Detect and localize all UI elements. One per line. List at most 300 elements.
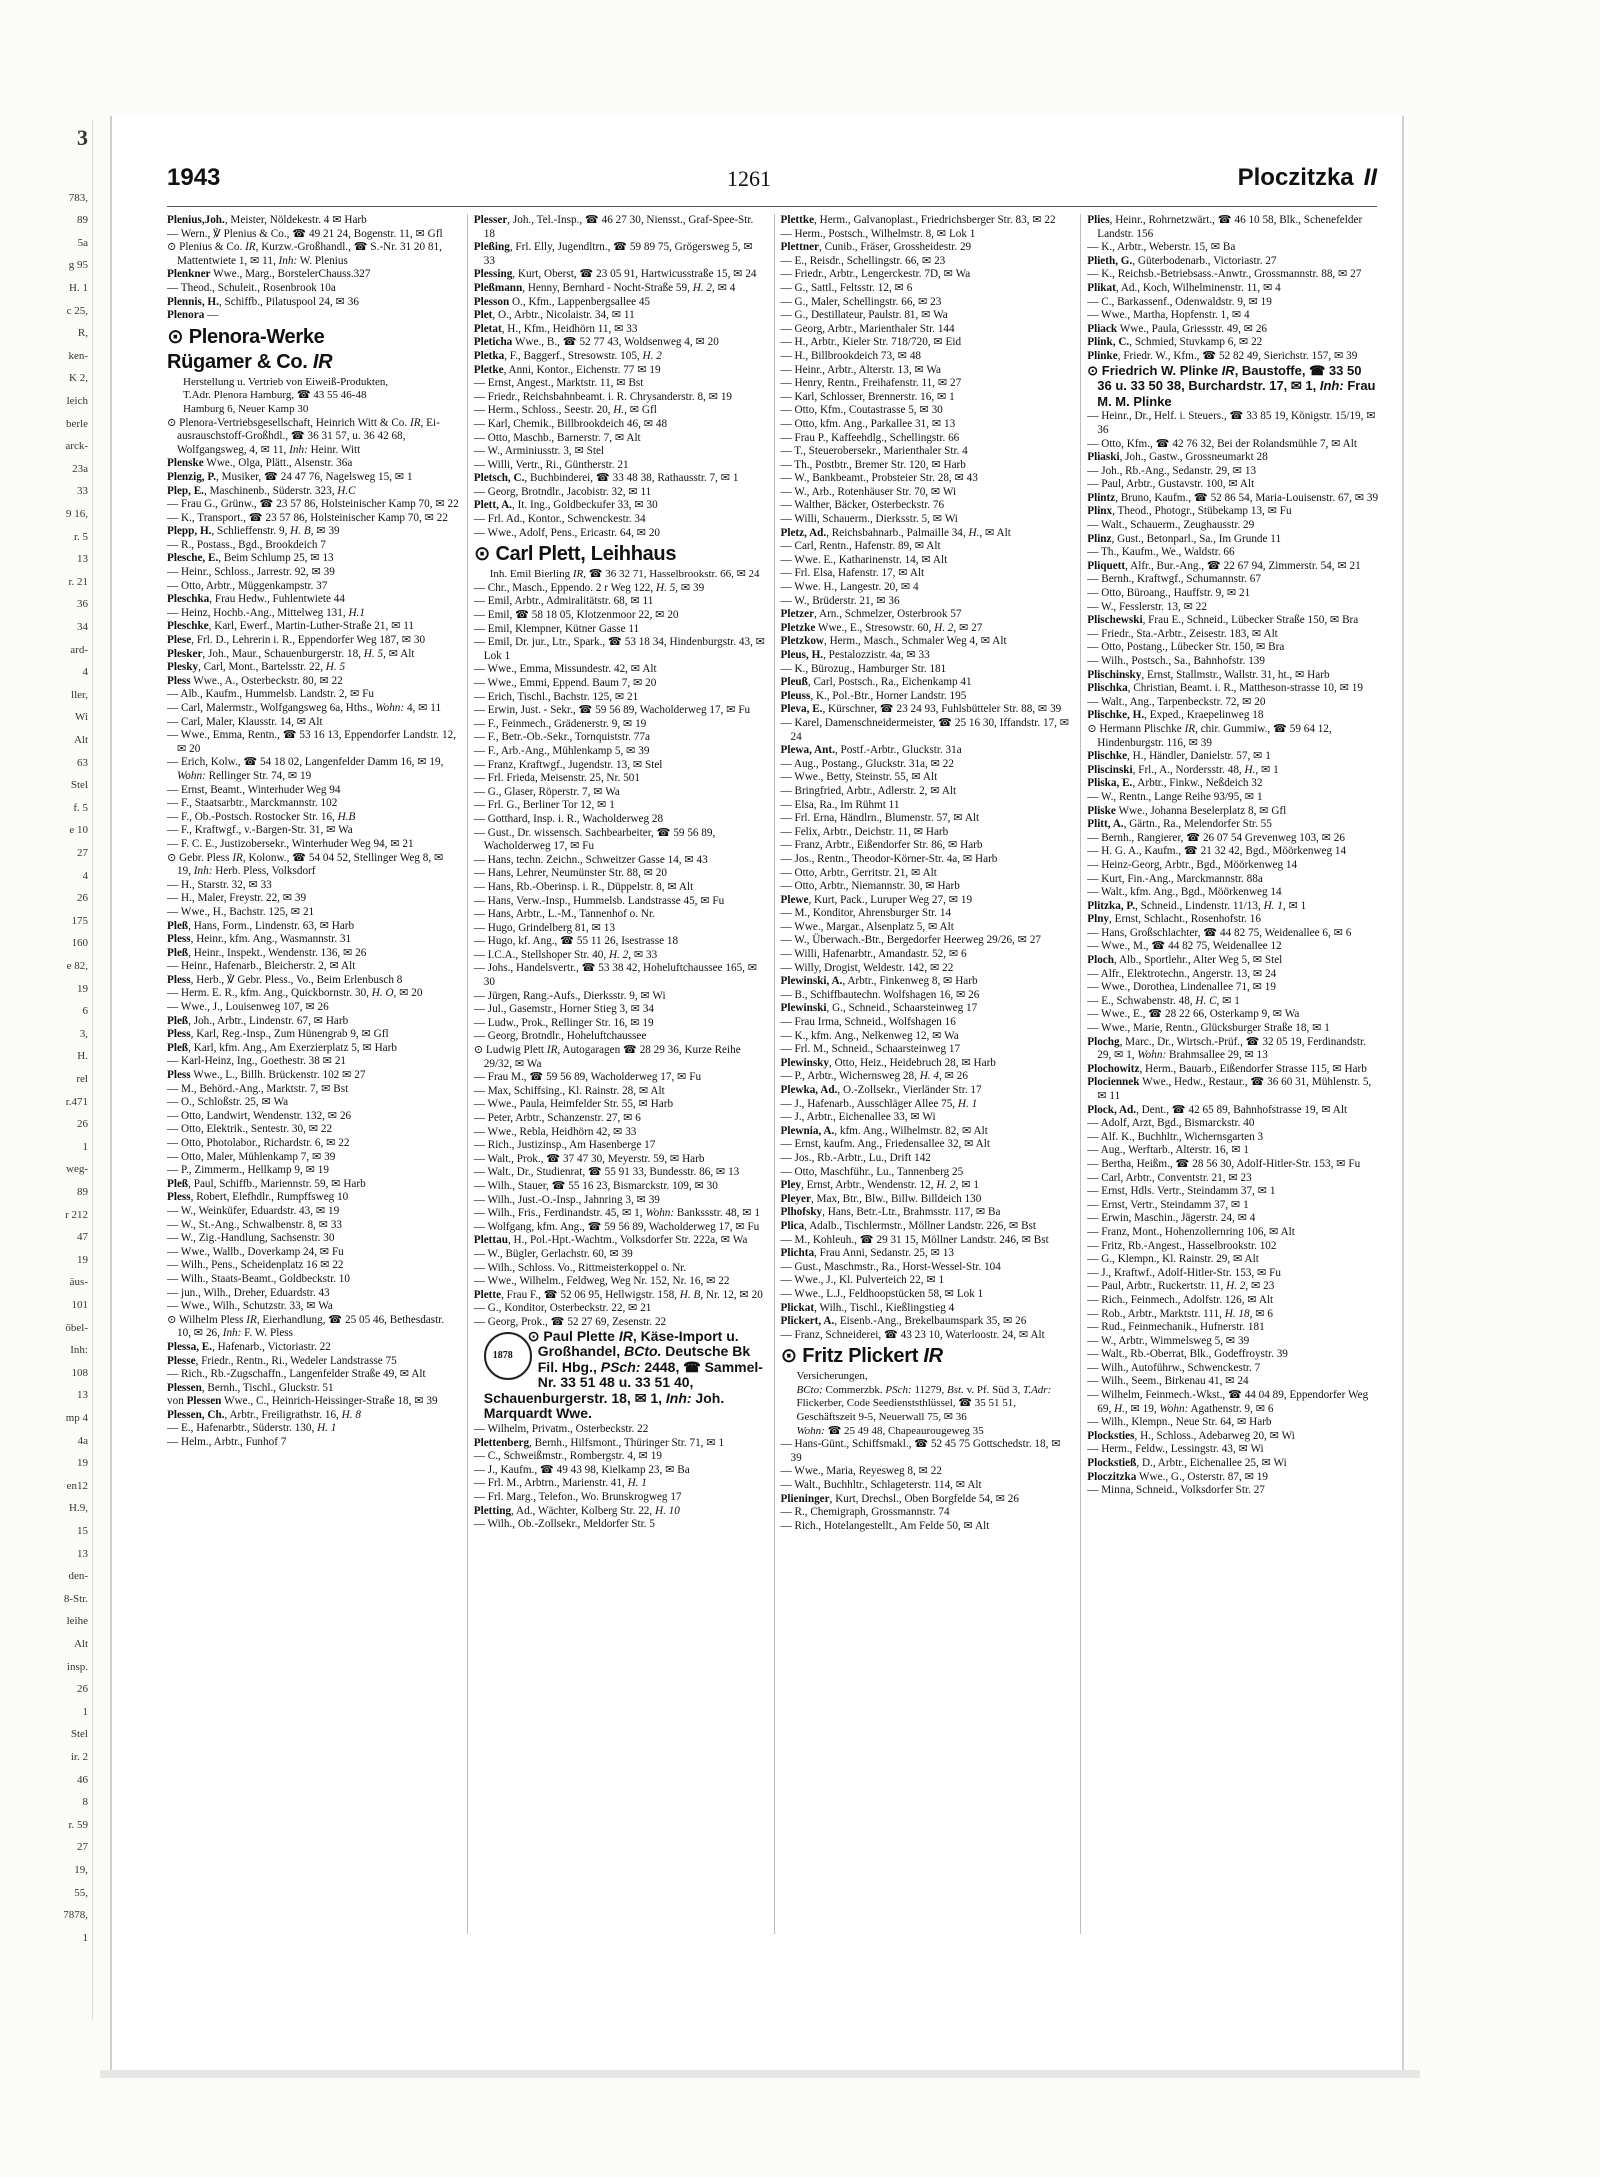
left-margin-fragment: 5a bbox=[77, 236, 88, 249]
directory-entry: — R., Chemigraph, Grossmannstr. 74 bbox=[780, 1506, 950, 1519]
left-margin-fragment: 3, bbox=[79, 1027, 88, 1040]
directory-entry: — Erwin, Maschin., Jägerstr. 24, ✉ 4 bbox=[1087, 1212, 1256, 1225]
directory-entry: — Rob., Arbtr., Marktstr. 111, H. 18, ✉ 6 bbox=[1087, 1307, 1273, 1320]
directory-entry: — Georg, Prok., ☎ 52 27 69, Zesenstr. 22 bbox=[473, 1315, 667, 1328]
directory-entry: Pless Wwe., L., Billh. Brückenstr. 102 ✉ 27 bbox=[167, 1069, 366, 1082]
left-margin-fragment: 1 bbox=[82, 1705, 88, 1718]
directory-entry: Plintz, Bruno, Kaufm., ☎ 52 86 54, Maria-Louisenstr. 67, ✉ 39 bbox=[1087, 491, 1379, 504]
directory-entry: — O., Schloßstr. 25, ✉ Wa bbox=[167, 1096, 289, 1109]
directory-entry: — Wwe., Rebla, Heidhörn 42, ✉ 33 bbox=[473, 1125, 637, 1138]
directory-entry: — R., Postass., Bgd., Brookdeich 7 bbox=[167, 538, 326, 551]
directory-entry: — Otto, Postang., Lübecker Str. 150, ✉ Bra bbox=[1087, 641, 1285, 654]
directory-entry: — Hugo, Grindelberg 81, ✉ 13 bbox=[473, 921, 615, 934]
advertisement-entry: ⊙ Friedrich W. Plinke IR, Baustoffe, ☎ 33 50 36 u. 33 50 38, Burchardstr. 17, ✉ 1, Inh: Frau M. M. Plinke bbox=[1087, 362, 1376, 409]
directory-entry: — H., Maler, Freystr. 22, ✉ 39 bbox=[167, 892, 307, 905]
directory-entry: Ploczitzka Wwe., G., Osterstr. 87, ✉ 19 bbox=[1087, 1470, 1268, 1483]
directory-page bbox=[110, 116, 1404, 2076]
directory-entry: Plettner, Cunib., Fräser, Grossheidestr. 29 bbox=[780, 241, 972, 254]
left-margin-fragment: Alt bbox=[73, 734, 88, 746]
directory-entry: Plewa, Ant., Postf.-Arbtr., Gluckstr. 31a bbox=[780, 744, 962, 757]
directory-entry: — Bernh., Rangierer, ☎ 26 07 54 Grevenweg 103, ✉ 26 bbox=[1087, 831, 1345, 844]
left-margin-fragment: 46 bbox=[77, 1773, 88, 1786]
left-margin-fragment: r 212 bbox=[65, 1208, 88, 1221]
left-margin-fragment: rel bbox=[76, 1073, 88, 1085]
left-margin-fragment: 47 bbox=[77, 1231, 88, 1244]
directory-entry: — Paul, Arbtr., Gustavstr. 100, ✉ Alt bbox=[1087, 478, 1255, 491]
directory-entry: Plewinsky, Otto, Heiz., Heidebruch 28, ✉ Harb bbox=[780, 1056, 996, 1069]
directory-entry: Pleß, Karl, kfm. Ang., Am Exerzierplatz 5, ✉ Harb bbox=[167, 1041, 397, 1054]
directory-entry: Plettke, Herm., Galvanoplast., Friedrichsberger Str. 83, ✉ 22 bbox=[780, 214, 1056, 226]
directory-entry: — Wwe., Betty, Steinstr. 55, ✉ Alt bbox=[780, 771, 938, 784]
directory-entry: — P., Zimmerm., Hellkamp 9, ✉ 19 bbox=[167, 1164, 329, 1177]
directory-entry: — Hans, Großschlachter, ☎ 44 82 75, Weidenallee 6, ✉ 6 bbox=[1087, 926, 1352, 939]
directory-entry: — F., Betr.-Ob.-Sekr., Tornquiststr. 77a bbox=[473, 731, 650, 744]
directory-entry: — Bertha, Heißm., ☎ 28 56 30, Adolf-Hitler-Str. 153, ✉ Fu bbox=[1087, 1157, 1361, 1170]
left-margin-fragment: Wi bbox=[75, 711, 88, 724]
directory-entry: Plewinski, A., Arbtr., Finkenweg 8, ✉ Harb bbox=[780, 975, 978, 988]
directory-entry: Pleß, Heinr., Inspekt., Wendenstr. 136, ✉ 26 bbox=[167, 946, 367, 959]
directory-entry: Plickert, A., Eisenb.-Ang., Brekelbaumspark 35, ✉ 26 bbox=[780, 1315, 1027, 1328]
directory-entry: Pley, Ernst, Arbtr., Wendenstr. 12, H. 2, ✉ 1 bbox=[780, 1179, 979, 1192]
directory-entry: Plochowitz, Herm., Bauarb., Eißendorfer Strasse 115, ✉ Harb bbox=[1087, 1062, 1367, 1075]
left-margin-fragment: 55, bbox=[74, 1886, 88, 1899]
directory-entry: — Henry, Rentn., Freihafenstr. 11, ✉ 27 bbox=[780, 377, 962, 390]
directory-entry: — Ernst, Vertr., Steindamm 37, ✉ 1 bbox=[1087, 1198, 1249, 1211]
directory-entry: Plocksties, H., Schloss., Adebarweg 20, ✉ Wi bbox=[1087, 1429, 1295, 1442]
directory-entry: — Emil, Dr. jur., Ltr., Spark., ☎ 53 18 34, Hindenburgstr. 43, ✉ Lok 1 bbox=[473, 636, 766, 662]
left-margin-fragment: Stel bbox=[70, 1728, 88, 1741]
directory-entry: Plessing, Kurt, Oberst, ☎ 23 05 91, Hartwicusstraße 15, ✉ 24 bbox=[473, 268, 757, 281]
directory-entry: — G., Sattl., Feltsstr. 12, ✉ 6 bbox=[780, 281, 913, 294]
directory-entry: — Alf. K., Buchhltr., Wichernsgarten 3 bbox=[1087, 1130, 1264, 1143]
left-margin-fragment: 13 bbox=[77, 553, 88, 566]
directory-entry: — H., Billbrookdeich 73, ✉ 48 bbox=[780, 349, 922, 362]
directory-entry: — Emil, Klempner, Kütner Gasse 11 bbox=[473, 622, 640, 635]
directory-entry: — Wwe., Margar., Alsenplatz 5, ✉ Alt bbox=[780, 920, 954, 933]
directory-entry: — Hans, Arbtr., L.-M., Tannenhof o. Nr. bbox=[473, 908, 655, 921]
directory-entry: — W., Überwach.-Btr., Bergedorfer Heerweg 29/26, ✉ 27 bbox=[780, 934, 1042, 947]
left-margin-fragment: r.471 bbox=[65, 1095, 88, 1108]
advertisement-heading: ⊙ Carl Plett, Leihhaus bbox=[473, 543, 677, 566]
directory-entry: Plesker, Joh., Maur., Schauenburgerstr. 18, H. 5, ✉ Alt bbox=[167, 647, 415, 660]
left-margin-fragment: 160 bbox=[71, 937, 88, 950]
left-margin-fragment: 7878, bbox=[63, 1909, 88, 1922]
directory-entry: — Felix, Arbtr., Deichstr. 11, ✉ Harb bbox=[780, 825, 949, 838]
directory-entry: — Willi, Schauerm., Dierksstr. 5, ✉ Wi bbox=[780, 513, 958, 526]
advertisement-line: Versicherungen, bbox=[796, 1370, 868, 1383]
left-margin-fragment: leihe bbox=[66, 1615, 88, 1628]
left-margin-fragment: 27 bbox=[77, 847, 88, 859]
directory-entry: Pleschka, Frau Hedw., Fuhlentwiete 44 bbox=[167, 593, 345, 606]
directory-entry: — Otto, Arbtr., Gerritstr. 21, ✉ Alt bbox=[780, 866, 937, 879]
directory-entry: Plischewski, Frau E., Schneid., Lübecker Straße 150, ✉ Bra bbox=[1087, 614, 1359, 627]
directory-entry: — Karl-Heinz, Ing., Goethestr. 38 ✉ 21 bbox=[167, 1055, 347, 1068]
directory-entry: — Franz, Schneiderei, ☎ 43 23 10, Waterloostr. 24, ✉ Alt bbox=[780, 1328, 1045, 1341]
directory-entry: Plewe, Kurt, Pack., Luruper Weg 27, ✉ 19 bbox=[780, 893, 973, 906]
directory-entry: — Frl. Ad., Kontor., Schwenckestr. 34 bbox=[473, 513, 646, 526]
directory-entry: Pletzke Wwe., E., Stresowstr. 60, H. 2, ✉ 27 bbox=[780, 621, 983, 634]
directory-entry: — Karl, Schlosser, Brennerstr. 16, ✉ 1 bbox=[780, 390, 955, 403]
directory-entry: — Wilh., Fris., Ferdinandstr. 45, ✉ 1, Wohn: Bankssstr. 48, ✉ 1 bbox=[473, 1207, 760, 1220]
column-4 bbox=[1080, 214, 1379, 1934]
directory-entry: — Wwe., H., Bachstr. 125, ✉ 21 bbox=[167, 905, 315, 918]
advertisement-line: Herstellung u. Vertrieb von Eiweiß-Produkten, bbox=[183, 375, 389, 388]
directory-entry: — Wwe., Emmi, Eppend. Baum 7, ✉ 20 bbox=[473, 677, 657, 689]
directory-entry: Pleßmann, Henny, Bernhard - Nocht-Straße 59, H. 2, ✉ 4 bbox=[473, 281, 736, 294]
directory-entry: — Adolf, Arzt, Bgd., Bismarckstr. 40 bbox=[1087, 1117, 1255, 1130]
left-margin-fragment: f. 5 bbox=[73, 801, 88, 814]
directory-entry: Plett, A., It. Ing., Goldbeckufer 33, ✉ 30 bbox=[473, 499, 658, 512]
directory-entry: Plenske Wwe., Olga, Plätt., Alsenstr. 36a bbox=[167, 457, 353, 470]
directory-entry: ⊙ Gebr. Pless IR, Kolonw., ☎ 54 04 52, Stellinger Weg 8, ✉ 19, Inh: Herb. Pless, Volksdorf bbox=[167, 851, 444, 878]
left-margin-fragment: 23a bbox=[72, 462, 88, 475]
left-margin-fragment: 4 bbox=[82, 869, 88, 882]
directory-entry: — Otto, Kfm., Coutastrasse 5, ✉ 30 bbox=[780, 404, 943, 417]
directory-entry: — Frl. Erna, Händlrn., Blumenstr. 57, ✉ Alt bbox=[780, 812, 980, 825]
directory-entry: — Otto, Elektrik., Sentestr. 30, ✉ 22 bbox=[167, 1123, 333, 1136]
directory-entry: — Rich., Justizinsp., Am Hasenberge 17 bbox=[473, 1139, 656, 1152]
directory-entry: — Wwe., Wallb., Doverkamp 24, ✉ Fu bbox=[167, 1245, 344, 1258]
directory-entry: — Frl. G., Berliner Tor 12, ✉ 1 bbox=[473, 799, 615, 812]
left-margin-fragment: 8-Str. bbox=[63, 1592, 88, 1605]
directory-entry: — F., Staatsarbtr., Marckmannstr. 102 bbox=[167, 797, 338, 810]
left-margin-fragment: 1 bbox=[82, 1140, 88, 1153]
directory-entry: — Alfr., Elektrotechn., Angerstr. 13, ✉ 24 bbox=[1087, 967, 1277, 980]
directory-entry: ⊙ Ludwig Plett IR, Autogaragen ☎ 28 29 36, Kurze Reihe 29/32, ✉ Wa bbox=[473, 1044, 741, 1070]
directory-entry: — W., Arbtr., Wimmelsweg 5, ✉ 39 bbox=[1087, 1334, 1250, 1347]
directory-entry: Plockstieß, D., Arbtr., Eichenallee 25, ✉ Wi bbox=[1087, 1457, 1287, 1470]
directory-entry: Plep, E., Maschinenb., Süderstr. 323, H.C bbox=[167, 484, 356, 497]
directory-entry: Pletzkow, Herm., Masch., Schmaler Weg 4, ✉ Alt bbox=[780, 635, 1007, 648]
left-margin-fragment: ken- bbox=[68, 349, 88, 362]
directory-entry: — Franz, Kraftwgf., Jugendstr. 13, ✉ Stel bbox=[473, 758, 663, 771]
directory-entry: — Gotthard, Insp. i. R., Wacholderweg 28 bbox=[473, 812, 664, 825]
directory-entry: Pletat, H., Kfm., Heidhörn 11, ✉ 33 bbox=[473, 322, 638, 335]
directory-entry: — Wwe. E., Katharinenstr. 14, ✉ Alt bbox=[780, 553, 948, 566]
directory-entry: — Paul, Arbtr., Ruckertstr. 11, H. 2, ✉ 23 bbox=[1087, 1280, 1275, 1293]
directory-entry: — P., Arbtr., Wichernsweg 28, H. 4, ✉ 26 bbox=[780, 1070, 968, 1083]
directory-entry: — Erich, Tischl., Bachstr. 125, ✉ 21 bbox=[473, 690, 639, 703]
directory-entry: — J., Kraftwf., Adolf-Hitler-Str. 153, ✉ Fu bbox=[1087, 1266, 1281, 1279]
directory-entry: — Heinr., Schloss., Jarrestr. 92, ✉ 39 bbox=[167, 566, 335, 579]
directory-entry: — Wwe., Martha, Hopfenstr. 1, ✉ 4 bbox=[1087, 309, 1250, 322]
directory-entry: Plichta, Frau Anni, Sedanstr. 25, ✉ 13 bbox=[780, 1247, 954, 1260]
directory-entry: — Georg, Brotndlr., Jacobistr. 32, ✉ 11 bbox=[473, 485, 652, 498]
directory-entry: — Herm. E. R., kfm. Ang., Quickbornstr. 30, H. O, ✉ 20 bbox=[167, 987, 423, 1000]
left-margin-fragment: ir. 2 bbox=[70, 1751, 88, 1763]
directory-entry: Plink, C., Schmied, Stuvkamp 6, ✉ 22 bbox=[1087, 336, 1263, 349]
directory-entry: Plewnia, A., kfm. Ang., Wilhelmstr. 82, ✉ Alt bbox=[780, 1124, 988, 1137]
directory-entry: — C., Barkassenf., Odenwaldstr. 9, ✉ 19 bbox=[1087, 295, 1272, 308]
directory-entry: — Bringfried, Arbtr., Adlerstr. 2, ✉ Alt bbox=[780, 784, 957, 797]
directory-entry: Pless, Heinr., kfm. Ang., Wasmannstr. 31 bbox=[167, 933, 352, 946]
directory-entry: — Wwe., Adolf, Pens., Ericastr. 64, ✉ 20 bbox=[473, 526, 661, 539]
left-margin-fragment: 1 bbox=[82, 1931, 88, 1944]
left-margin-fragment: leich bbox=[66, 395, 88, 407]
directory-entry: — G., Klempn., Kl. Rainstr. 29, ✉ Alt bbox=[1087, 1253, 1259, 1266]
left-margin-fragment: 13 bbox=[77, 1389, 88, 1402]
left-margin-fragment: g 95 bbox=[68, 259, 88, 272]
directory-entry: — Ludw., Prok., Rellinger Str. 16, ✉ 19 bbox=[473, 1016, 654, 1029]
advertisement-line: Wohn: ☎ 25 49 48, Chapeaurougeweg 35 bbox=[796, 1424, 984, 1437]
left-margin-fragment: K 2, bbox=[69, 372, 88, 385]
directory-entry: Plewka, Ad., O.-Zollsekr., Vierländer Str. 17 bbox=[780, 1084, 982, 1096]
directory-entry: — Friedr., Reichsbahnbeamt. i. R. Chrysanderstr. 8, ✉ 19 bbox=[473, 390, 733, 403]
directory-entry: — Frl. Marg., Telefon., Wo. Brunskrogweg 17 bbox=[473, 1491, 682, 1504]
directory-entry: — Herm., Feldw., Lessingstr. 43, ✉ Wi bbox=[1087, 1443, 1264, 1456]
advertisement-line: Inh. Emil Bierling IR, ☎ 36 32 71, Hasselbrookstr. 66, ✉ 24 bbox=[489, 568, 760, 581]
directory-entry: — W., Rentn., Lange Reihe 93/95, ✉ 1 bbox=[1087, 790, 1263, 803]
directory-entry: — Rich., Rb.-Zugschaffn., Langenfelder Straße 49, ✉ Alt bbox=[167, 1368, 426, 1381]
directory-entry: Plet, O., Arbtr., Nicolaistr. 34, ✉ 11 bbox=[473, 309, 635, 322]
left-margin-fragment: 101 bbox=[71, 1299, 88, 1311]
directory-entry: — Otto, Photolabor., Richardstr. 6, ✉ 22 bbox=[167, 1137, 350, 1149]
left-margin-fragment: 26 bbox=[77, 1118, 88, 1131]
founding-year-seal-icon: 1878 bbox=[484, 1332, 532, 1380]
left-margin-fragment: 34 bbox=[77, 621, 88, 633]
directory-entry: — Hans, Rb.-Oberinsp. i. R., Düppelstr. 8, ✉ Alt bbox=[473, 880, 694, 893]
running-head-roman: II bbox=[1363, 164, 1377, 191]
directory-entry: Plese, Frl. D., Lehrerin i. R., Eppendorfer Weg 187, ✉ 30 bbox=[167, 634, 426, 647]
directory-entry: — Carl, Maler, Klausstr. 14, ✉ Alt bbox=[167, 715, 323, 728]
directory-entry: Pletka, F., Baggerf., Stresowstr. 105, H. 2 bbox=[473, 349, 662, 362]
directory-entry: — Ernst, Angest., Marktstr. 11, ✉ Bst bbox=[473, 377, 644, 390]
directory-entry: Plesky, Carl, Mont., Bartelsstr. 22, H. 5 bbox=[167, 661, 346, 674]
directory-entry: Pless, Karl, Reg.-Insp., Zum Hünengrab 9, ✉ Gfl bbox=[167, 1028, 389, 1041]
left-margin-fragment: 63 bbox=[77, 756, 88, 769]
directory-entry: — Carl, Rentn., Hafenstr. 89, ✉ Alt bbox=[780, 540, 941, 553]
advertisement-entry: 1878 ⊙ Paul Plette IR, Käse-Import u. Großhandel, BCto. Deutsche Bk Fil. Hbg., PSch: 2448, ☎ Sammel-Nr. 33 51 48 u. 33 51 40, Schauenburgerstr. 18, ✉ 1, Inh: Joh. Marquardt Wwe. bbox=[483, 1327, 763, 1422]
directory-entry: Plewinski, G., Schneid., Schaarsteinweg 17 bbox=[780, 1002, 978, 1015]
left-margin-fragment: den- bbox=[68, 1570, 88, 1583]
directory-entry: — E., Reisdr., Schellingstr. 66, ✉ 23 bbox=[780, 254, 946, 267]
directory-entry: — W., Zig.-Handlung, Sachsenstr. 30 bbox=[167, 1232, 335, 1245]
directory-entry: — W., Bügler, Gerlachstr. 60, ✉ 39 bbox=[473, 1247, 633, 1260]
directory-entry: Plochg, Marc., Dr., Wirtsch.-Prüf., ☎ 32 05 19, Ferdinandstr. 29, ✉ 1, Wohn: Brahmsallee 29, ✉ 13 bbox=[1087, 1035, 1366, 1062]
directory-entry: — Alb., Kaufm., Hummelsb. Landstr. 2, ✉ Fu bbox=[167, 688, 375, 701]
directory-entry: — Wern., ℣ Plenius & Co., ☎ 49 21 24, Bogenstr. 11, ✉ Gfl bbox=[167, 227, 443, 240]
directory-entry: — Otto, Arbtr., Niemannstr. 30, ✉ Harb bbox=[780, 880, 960, 893]
left-margin-fragment: insp. bbox=[66, 1660, 88, 1673]
directory-entry: — Ernst, Hdls. Vertr., Steindamm 37, ✉ 1 bbox=[1087, 1185, 1276, 1198]
directory-entry: — Hugo, kf. Ang., ☎ 55 11 26, Isestrasse 18 bbox=[473, 935, 679, 948]
directory-entry: — H. G. A., Kaufm., ☎ 21 32 42, Bgd., Möörkenweg 14 bbox=[1087, 845, 1347, 858]
directory-entry: — B., Schiffbautechn. Wolfshagen 16, ✉ 26 bbox=[780, 988, 980, 1001]
directory-entry: Plischinsky, Ernst, Stallmstr., Wallstr. 31, ht., ✉ Harb bbox=[1087, 668, 1330, 681]
advertisement-line: BCto: Commerzbk. PSch: 11279, Bst. v. Pf. Süd 3, T.Adr: Flickerber, Code Seedienststhlüssel, ☎ 35 51 51, Geschäftszeit 9-5, Neuerwall 75, ✉ 36 bbox=[796, 1383, 1052, 1424]
left-margin-fragment: en12 bbox=[66, 1479, 88, 1492]
directory-entry: — Walt., kfm. Ang., Bgd., Möörkenweg 14 bbox=[1087, 886, 1282, 899]
left-margin-fragment: ller, bbox=[71, 688, 88, 701]
directory-entry: — Wwe., Marie, Rentn., Glücksburger Straße 18, ✉ 1 bbox=[1087, 1022, 1330, 1035]
left-margin-fragment: 783, bbox=[68, 191, 88, 204]
directory-entry: — Franz, Arbtr., Eißendorfer Str. 86, ✉ Harb bbox=[780, 839, 983, 852]
directory-entry: — Rich., Feinmech., Adolfstr. 126, ✉ Alt bbox=[1087, 1293, 1274, 1306]
left-margin-fragment: c 25, bbox=[66, 304, 88, 317]
directory-entry: — Walt., Buchhltr., Schlageterstr. 114, ✉ Alt bbox=[780, 1479, 982, 1492]
directory-entry: ⊙ Plenora-Vertriebsgesellschaft, Heinrich Witt & Co. IR, Ei-ausrauschstoff-Großhdl., ☎ 36 31 57, u. 36 42 68, Wolfgangsweg, 4, ✉ 11, Inh: Heinr. Witt bbox=[167, 416, 440, 456]
directory-entry: — M., Konditor, Ahrensburger Str. 14 bbox=[780, 907, 952, 920]
directory-entry: — M., Behörd.-Ang., Marktstr. 7, ✉ Bst bbox=[167, 1082, 349, 1095]
directory-entry: Pliquett, Alfr., Bur.-Ang., ☎ 22 67 94, Zimmerstr. 54, ✉ 21 bbox=[1087, 559, 1361, 572]
directory-entry: — F. C. E., Justizobersekr., Winterhuder Weg 94, ✉ 21 bbox=[167, 837, 414, 850]
directory-entry: — Herm., Schloss., Seestr. 20, H., ✉ Gfl bbox=[473, 404, 657, 417]
directory-entry: Plennis, H., Schiffb., Pilatuspool 24, ✉ 36 bbox=[167, 295, 359, 308]
left-margin-fragment: 26 bbox=[77, 892, 88, 905]
directory-entry: Plenora — bbox=[167, 309, 219, 322]
directory-entry: Plock, Ad., Dent., ☎ 42 65 89, Bahnhofstrasse 19, ✉ Alt bbox=[1087, 1103, 1348, 1116]
directory-entry: — Heinr., Dr., Helf. i. Steuers., ☎ 33 85 19, Königstr. 15/19, ✉ 36 bbox=[1087, 410, 1376, 436]
directory-entry: — Carl, Arbtr., Conventstr. 21, ✉ 23 bbox=[1087, 1171, 1252, 1184]
left-margin-fragment: Stel bbox=[70, 779, 88, 792]
directory-entry: Pliaski, Joh., Gastw., Grossneumarkt 28 bbox=[1087, 451, 1268, 464]
directory-entry: — Otto, Landwirt, Wendenstr. 132, ✉ 26 bbox=[167, 1109, 352, 1122]
directory-entry: Pleuss, K., Pol.-Btr., Horner Landstr. 195 bbox=[780, 689, 967, 702]
directory-entry: — Frau M., ☎ 59 56 89, Wacholderweg 17, ✉ Fu bbox=[473, 1071, 702, 1084]
directory-entry: Plieninger, Kurt, Drechsl., Oben Borgfelde 54, ✉ 26 bbox=[780, 1492, 1019, 1505]
directory-entry: Plitt, A., Gärtn., Ra., Melendorfer Str. 55 bbox=[1087, 818, 1272, 831]
directory-entry: — Willy, Drogist, Weldestr. 142, ✉ 22 bbox=[780, 961, 954, 974]
directory-entry: — Wilh., Pens., Scheidenplatz 16 ✉ 22 bbox=[167, 1259, 344, 1272]
directory-entry: — Rich., Hotelangestellt., Am Felde 50, ✉ Alt bbox=[780, 1519, 990, 1532]
directory-entry: — Wwe., L.J., Feldhoopstücken 58, ✉ Lok 1 bbox=[780, 1287, 984, 1300]
directory-entry: Plenkner Wwe., Marg., BorstelerChauss.327 bbox=[167, 268, 371, 281]
directory-entry: — Herm., Postsch., Wilhelmstr. 8, ✉ Lok 1 bbox=[780, 227, 976, 240]
directory-entry: — Frl. M., Arbtrn., Marienstr. 41, H. 1 bbox=[473, 1477, 647, 1490]
directory-entry: — Wilh., Klempn., Neue Str. 64, ✉ Harb bbox=[1087, 1416, 1272, 1429]
directory-entry: — Wilhelm, Privatm., Osterbeckstr. 22 bbox=[473, 1423, 649, 1436]
directory-entry: Plinz, Gust., Betonparl., Sa., Im Grunde 11 bbox=[1087, 532, 1282, 545]
directory-entry: Pletke, Anni, Kontor., Eichenstr. 77 ✉ 19 bbox=[473, 363, 661, 376]
left-margin-fragment: H. 1 bbox=[69, 282, 88, 294]
directory-entry: Plies, Heinr., Rohrnetzwärt., ☎ 46 10 58, Blk., Schenefelder Landstr. 156 bbox=[1087, 214, 1363, 240]
left-margin-fragment: 33 bbox=[77, 485, 88, 498]
directory-entry: Ploch, Alb., Sportlehr., Alter Weg 5, ✉ Stel bbox=[1087, 954, 1283, 967]
directory-entry: — K., Arbtr., Weberstr. 15, ✉ Ba bbox=[1087, 241, 1236, 254]
left-margin-fragment: 8 bbox=[82, 1796, 88, 1809]
directory-entry: — C., Schweißmstr., Rombergstr. 4, ✉ 19 bbox=[473, 1450, 662, 1463]
left-margin-fragment: 19 bbox=[77, 982, 88, 995]
directory-entry: — G., Maler, Schellingstr. 66, ✉ 23 bbox=[780, 295, 942, 308]
directory-entry: Pletting, Ad., Wächter, Kolberg Str. 22, H. 10 bbox=[473, 1504, 680, 1517]
left-page-edge bbox=[0, 120, 93, 2020]
directory-entry: Plesson O., Kfm., Lappenbergsallee 45 bbox=[473, 295, 651, 308]
directory-entry: — Kurt, Fin.-Ang., Marckmannstr. 88a bbox=[1087, 872, 1263, 885]
directory-entry: — W., St.-Ang., Schwalbenstr. 8, ✉ 33 bbox=[167, 1218, 343, 1231]
directory-entry: — Jos., Rb.-Arbtr., Lu., Drift 142 bbox=[780, 1151, 931, 1164]
page-number: 1261 bbox=[727, 166, 771, 191]
left-margin-fragment: mp 4 bbox=[65, 1412, 88, 1424]
directory-entry: — W., Bankbeamt., Probsteier Str. 28, ✉ 43 bbox=[780, 472, 978, 485]
directory-entry: Plickat, Wilh., Tischl., Kießlingstieg 4 bbox=[780, 1301, 955, 1314]
directory-entry: — Willi, Vertr., Ri., Güntherstr. 21 bbox=[473, 458, 629, 471]
directory-entry: Plischke, H., Exped., Kraepelinweg 18 bbox=[1087, 709, 1264, 722]
directory-entry: — T., Steuerobersekr., Marienthaler Str. 4 bbox=[780, 445, 968, 458]
advertisement-line: T.Adr. Plenora Hamburg, ☎ 43 55 46-48 bbox=[183, 389, 367, 402]
directory-entry: — Erich, Kolw., ☎ 54 18 02, Langenfelder Damm 16, ✉ 19, Wohn: Rellinger Str. 74, ✉ 19 bbox=[167, 756, 444, 782]
directory-entry: — Wilh., Autoführw., Schwenckestr. 7 bbox=[1087, 1361, 1261, 1374]
directory-entry: — M., Kohleuh., ☎ 29 31 15, Möllner Landstr. 246, ✉ Bst bbox=[780, 1233, 1049, 1246]
directory-entry: — Otto, kfm. Ang., Parkallee 31, ✉ 13 bbox=[780, 417, 956, 430]
directory-entry: — Jürgen, Rang.-Aufs., Dierksstr. 9, ✉ Wi bbox=[473, 989, 666, 1002]
directory-entry: — W., Brüderstr. 21, ✉ 36 bbox=[780, 594, 900, 607]
directory-entry: — Ernst, Beamt., Winterhuder Weg 94 bbox=[167, 783, 341, 796]
advertisement-heading: ⊙ Fritz Plickert IR bbox=[780, 1345, 943, 1368]
left-margin-fragment: berle bbox=[66, 417, 88, 430]
directory-entry: Plica, Adalb., Tischlermstr., Möllner Landstr. 226, ✉ Bst bbox=[780, 1219, 1037, 1232]
directory-entry: Pliscinski, Frl., A., Nordersstr. 48, H., ✉ 1 bbox=[1087, 763, 1279, 776]
directory-entry: — Walt., Schauerm., Zeughausstr. 29 bbox=[1087, 519, 1255, 532]
left-margin-fragment: 175 bbox=[71, 914, 88, 927]
directory-entry: — W., Fesslerstr. 13, ✉ 22 bbox=[1087, 600, 1207, 613]
directory-entry: — Wilh., Ob.-Zollsekr., Meldorfer Str. 5 bbox=[473, 1518, 655, 1531]
directory-entry: — Wilh., Postsch., Sa., Bahnhofstr. 139 bbox=[1087, 655, 1265, 667]
column-1 bbox=[167, 214, 459, 1934]
directory-entry: — Frl. Frieda, Meisenstr. 25, Nr. 501 bbox=[473, 772, 640, 785]
directory-entry: — Peter, Arbtr., Schanzenstr. 27, ✉ 6 bbox=[473, 1112, 641, 1124]
directory-entry: Plischka, Christian, Beamt. i. R., Mattheson-strasse 10, ✉ 19 bbox=[1087, 682, 1363, 695]
left-margin-fragment: ard- bbox=[70, 643, 88, 656]
directory-entry: — Wwe., J., Louisenweg 107, ✉ 26 bbox=[167, 1001, 329, 1014]
directory-entry: — Wilh., Seem., Birkenau 41, ✉ 24 bbox=[1087, 1375, 1249, 1388]
directory-entry: Plessa, E., Hafenarb., Victoriastr. 22 bbox=[167, 1340, 331, 1353]
left-margin-fragment: arck- bbox=[65, 440, 88, 453]
directory-entry: — Minna, Schneid., Volksdorfer Str. 27 bbox=[1087, 1484, 1265, 1497]
directory-entry: — Wwe., E., ☎ 28 22 66, Osterkamp 9, ✉ Wa bbox=[1087, 1008, 1300, 1021]
directory-entry: Pleyer, Max, Btr., Blw., Billw. Billdeich 130 bbox=[780, 1192, 982, 1205]
directory-entry: — H., Starstr. 32, ✉ 33 bbox=[167, 878, 272, 891]
left-margin-fragment: 26 bbox=[77, 1683, 88, 1696]
directory-entry: ⊙ Hermann Plischke IR, chir. Gummiw., ☎ 59 64 12, Hindenburgstr. 116, ✉ 39 bbox=[1087, 722, 1332, 749]
advertisement-line: Hamburg 6, Neuer Kamp 30 bbox=[183, 402, 309, 415]
directory-entry: — Aug., Postang., Gluckstr. 31a, ✉ 22 bbox=[780, 757, 954, 770]
left-margin-fragment: H. bbox=[77, 1050, 88, 1063]
directory-entry: — E., Hafenarbtr., Süderstr. 130, H. 1 bbox=[167, 1422, 337, 1435]
running-head bbox=[1238, 164, 1377, 192]
left-margin-fragment: 19 bbox=[77, 1253, 88, 1266]
directory-entry: Pletz, Ad., Reichsbahnarb., Palmaille 34, H., ✉ Alt bbox=[780, 526, 1011, 539]
directory-entry: — Th., Kaufm., We., Waldstr. 66 bbox=[1087, 546, 1235, 559]
directory-entry: — Otto, Arbtr., Müggenkampstr. 37 bbox=[167, 579, 328, 592]
directory-entry: — Heinz-Georg, Arbtr., Bgd., Möörkenweg 14 bbox=[1087, 858, 1298, 871]
directory-entry: Plepp, H., Schlieffenstr. 9, H. B, ✉ 39 bbox=[167, 525, 340, 538]
directory-entry: — F., Feinmech., Grädenerstr. 9, ✉ 19 bbox=[473, 717, 647, 730]
directory-entry: — jun., Wilh., Dreher, Eduardstr. 43 bbox=[167, 1286, 330, 1299]
directory-entry: Plettenberg, Bernh., Hilfsmont., Thüringer Str. 71, ✉ 1 bbox=[473, 1436, 725, 1449]
directory-entry: von Plessen Wwe., C., Heinrich-Heissinger-Straße 18, ✉ 39 bbox=[167, 1395, 438, 1408]
left-margin-fragment: 3 bbox=[77, 125, 88, 150]
directory-entry: — Friedr., Arbtr., Lengerckestr. 7D, ✉ Wa bbox=[780, 268, 971, 281]
directory-entry: — Hans, Verw.-Insp., Hummelsb. Landstrasse 45, ✉ Fu bbox=[473, 894, 725, 907]
directory-entry: — Otto, Maler, Mühlenkamp 7, ✉ 39 bbox=[167, 1150, 336, 1163]
directory-entry: — Walt., Prok., ☎ 37 47 30, Meyerstr. 59, ✉ Harb bbox=[473, 1152, 705, 1165]
advertisement-heading: ⊙ Plenora-Werke bbox=[167, 325, 325, 348]
directory-entry: — Walt., Ang., Tarpenbeckstr. 72, ✉ 20 bbox=[1087, 695, 1266, 708]
directory-entry: — Frau G., Grünw., ☎ 23 57 86, Holsteinischer Kamp 70, ✉ 22 bbox=[167, 498, 459, 511]
left-margin-fragment: 19 bbox=[77, 1457, 88, 1470]
directory-entry: — Emil, Arbtr., Admiralitätstr. 68, ✉ 11 bbox=[473, 595, 654, 608]
directory-entry: — I.C.A., Stellshoper Str. 40, H. 2, ✉ 33 bbox=[473, 948, 658, 961]
directory-entry: — H., Arbtr., Kieler Str. 718/720, ✉ Eid bbox=[780, 336, 962, 349]
directory-entry: — Helm., Arbtr., Funhof 7 bbox=[167, 1436, 287, 1449]
left-margin-fragment: r. 5 bbox=[73, 530, 88, 543]
directory-entry: — Walt., Rb.-Oberrat, Blk., Godeffroystr. 39 bbox=[1087, 1348, 1288, 1361]
directory-entry: — G., Destillateur, Paulstr. 81, ✉ Wa bbox=[780, 309, 948, 322]
directory-entry: — W., Arminiusstr. 3, ✉ Stel bbox=[473, 445, 605, 458]
left-margin-fragment: 108 bbox=[71, 1366, 88, 1379]
directory-entry: Plinx, Theod., Photogr., Stübekamp 13, ✉ Fu bbox=[1087, 505, 1292, 518]
left-margin-fragment: 19, bbox=[74, 1864, 88, 1876]
